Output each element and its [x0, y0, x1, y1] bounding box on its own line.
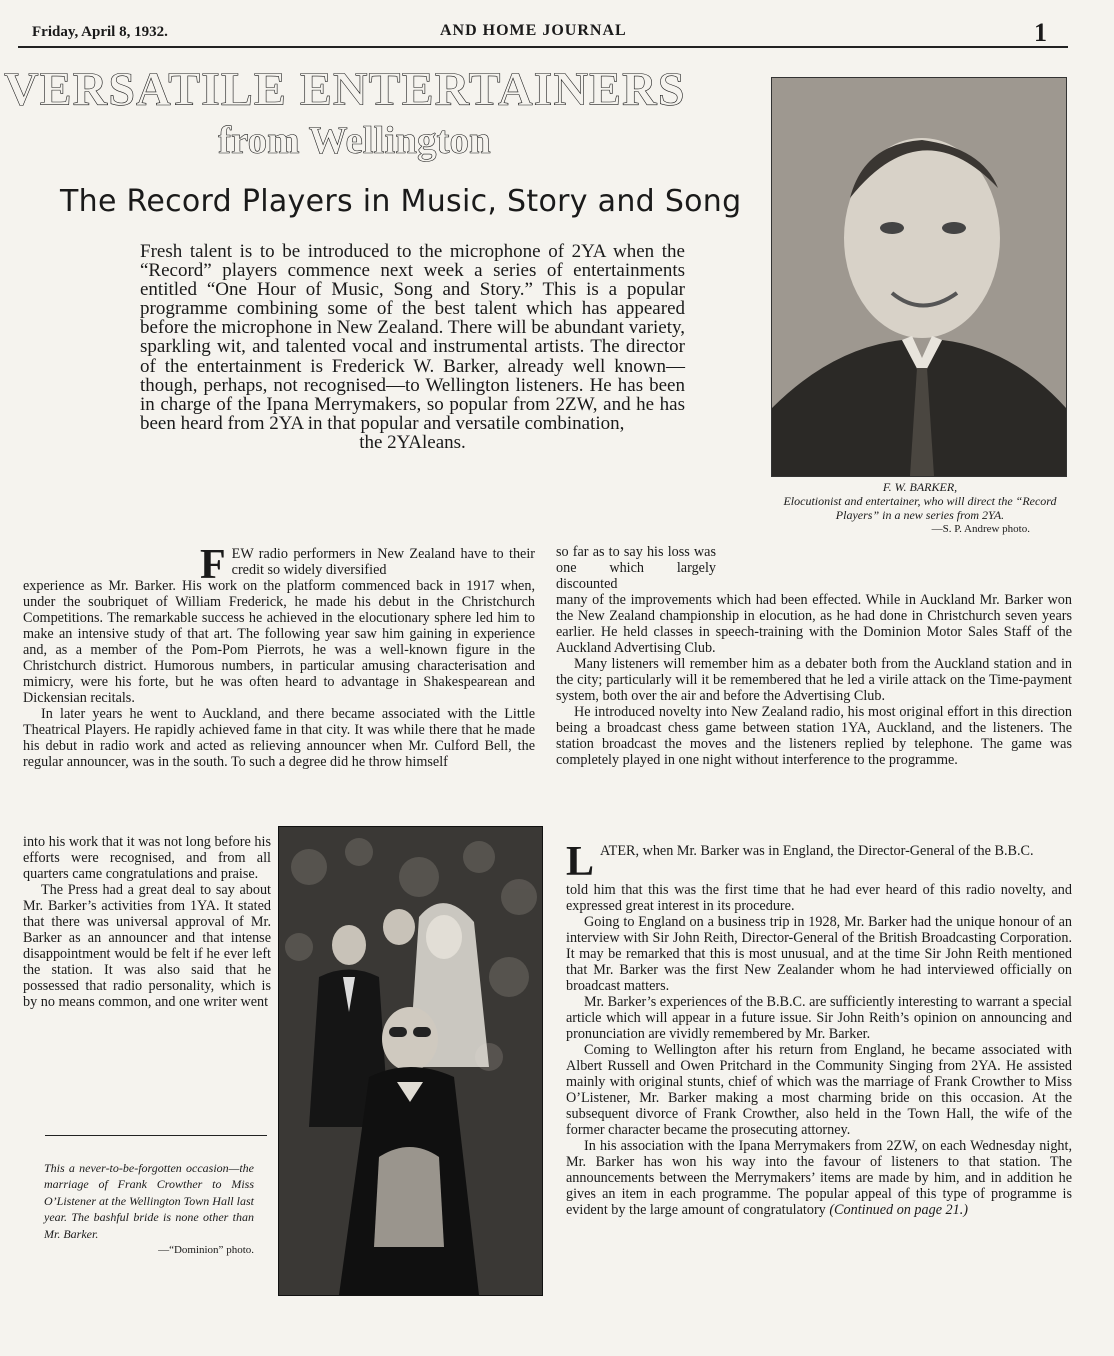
- para-10-text: In his association with the Ipana Merrymakers from 2ZW, on each Wednesday night, Mr. Barker has won his way into the favour of listeners to that station. The announcements between the Merrymakers’ items are made by him, and in addition he gives an item in each programme. The popular appeal of this type of programme is evident by the large amount of congratulatory: [566, 1138, 1072, 1218]
- article-col-left-narrow: [23, 834, 271, 1010]
- wedding-caption: [44, 1160, 254, 1258]
- article-col-right-lower: [566, 882, 1072, 1218]
- journal-title: AND HOME JOURNAL: [440, 22, 627, 39]
- wedding-image: [279, 827, 542, 1295]
- issue-date: Friday, April 8, 1932.: [32, 24, 168, 40]
- subheadline: The Record Players in Music, Story and Song: [60, 184, 742, 219]
- para-3-cont: so far as to say his loss was one which largely discounted: [556, 544, 716, 592]
- article-col-left-wide: [23, 578, 535, 770]
- later-text: ATER, when Mr. Barker was in England, the Director-General of the B.B.C.: [600, 843, 1034, 859]
- para-7: Going to England on a business trip in 1928, Mr. Barker had the unique honour of an interview with Sir John Reith, Director-General of the British Broadcasting Corporation. It may be remarked that this is most unusual, and at the time Sir John Reith mentioned that Mr. Barker was the first New Zealander whom he had interviewed officially on broadcast matters.: [566, 914, 1072, 994]
- drop-cap-f: F: [200, 542, 226, 588]
- article-col-right: [556, 592, 1072, 768]
- para-10: [566, 1138, 1072, 1218]
- para-6: told him that this was the first time that he had ever heard of this radio novelty, and expressed great interest in its procedure.: [566, 882, 1072, 914]
- para-3: The Press had a great deal to say about Mr. Barker’s activities from 1YA. It stated that there was universal approval of Mr. Barker as an announcer and that intense disappointment would be felt if he ever left the station. It was also said that he possessed that radio personality, which is by no means common, and one writer went: [23, 882, 271, 1010]
- continued-link[interactable]: (Continued on page 21.): [829, 1202, 969, 1218]
- para-1: experience as Mr. Barker. His work on the platform commenced back in 1917 when, under the soubriquet of William Frederick, he made his debut in the Christchurch Competitions. The remarkable success he achieved in the elocutionary sphere led him to make an intensive study of that art. The following year saw him gaining in experience and, as a member of the Pom-Pom Pierrots, he was a well-known figure in the Christchurch district. Humorous numbers, in particular amusing characterisation and mimicry, were his forte, but he was often heard to advantage in Shakespearean and Dickensian recitals.: [23, 578, 535, 706]
- caption-rule: [45, 1135, 267, 1136]
- portrait-caption-name: F. W. BARKER,: [882, 480, 958, 494]
- page-number: 1: [1034, 18, 1047, 47]
- headline: VERSATILE ENTERTAINERS: [4, 63, 686, 116]
- para-2-cont: into his work that it was not long before his efforts were recognised, and from all quarters came congratulations and praise.: [23, 834, 271, 882]
- portrait-photo: [771, 77, 1067, 477]
- wedding-photo: [278, 826, 543, 1296]
- intro-text: Fresh talent is to be introduced to the microphone of 2YA when the “Record” players commence next week a series of entertainments entitled “One Hour of Music, Song and Story.” This is a popular programme combining some of the best talent which has appeared before the microphone in New Zealand. There will be abundant variety, sparkling wit, and talented vocal and instrumental artists. The director of the entertainment is Frederick W. Barker, already well known—though, perhaps, not recognised—to Wellington listeners. He has been in charge of the Ipana Merrymakers, so popular from 2ZW, and he has been heard from 2YA in that popular and versatile combination,: [140, 241, 685, 434]
- para-5: He introduced novelty into New Zealand radio, his most original effort in this direction being a broadcast chess game between station 1YA, Auckland, and the listeners. The station broadcast the moves and the listeners replied by telephone. The game was completely played in one night without interference to the programme.: [556, 704, 1072, 768]
- para-8: Mr. Barker’s experiences of the B.B.C. are sufficiently interesting to warrant a special article which will appear in a future issue. Sir John Reith’s opinion on announcing and pronunciation are vividly remembered by Mr. Barker.: [566, 994, 1072, 1042]
- wedding-caption-text: This a never-to-be-forgotten occasion—the marriage of Frank Crowther to Miss O’Listener at the Wellington Town Hall last year. The bashful bride is none other than Mr. Barker.: [44, 1161, 254, 1241]
- intro-paragraph: [140, 242, 685, 452]
- article-col-right-later: [566, 839, 1072, 885]
- portrait-credit: —S. P. Andrew photo.: [931, 523, 1030, 535]
- para-4: Many listeners will remember him as a debater both from the Auckland station and in the city; particularly will it be remembered that he led a virile attack on the Time-payment system, both over the air and before the Advertising Club.: [556, 656, 1072, 704]
- para-2: In later years he went to Auckland, and there became associated with the Little Theatrical Players. He rapidly achieved fame in that city. It was while there that he made his debut in radio work and acted as relieving announcer when Mr. Culford Bell, the regular announcer, was in the south. To such a degree did he throw himself: [23, 706, 535, 770]
- intro-last-line: the 2YAleans.: [359, 431, 466, 453]
- portrait-caption: [770, 480, 1070, 536]
- wedding-credit: —“Dominion” photo.: [158, 1244, 254, 1257]
- article-col-right-top: [556, 544, 716, 592]
- drop-cap-l: L: [566, 839, 595, 885]
- header-rule: [18, 46, 1068, 48]
- portrait-caption-desc: Elocutionist and entertainer, who will direct the “Record Players” in a new series from 2YA.: [783, 494, 1057, 522]
- headline-line2: from Wellington: [218, 119, 491, 162]
- para-9: Coming to Wellington after his return from England, he became associated with Albert Russell and Owen Pritchard in the Community Singing from 2YA. He assisted mainly with original stunts, chief of which was the marriage of Frank Crowther to Miss O’Listener, Mr. Barker making a most charming bride on this occasion. At the subsequent divorce of Frank Crowther, also held in the Town Hall, the wife of the former character became the prosecuting attorney.: [566, 1042, 1072, 1138]
- portrait-image: [772, 78, 1066, 476]
- opening-text: EW radio performers in New Zealand have to their credit so widely diversified: [231, 546, 535, 578]
- para-auckland: many of the improvements which had been effected. While in Auckland Mr. Barker won the New Zealand championship in elocution, as he had done in Christchurch seven years earlier. He held classes in speech-training with the Dominion Motor Sales Staff of the Auckland Advertising Club.: [556, 592, 1072, 656]
- article-opening: [200, 542, 535, 588]
